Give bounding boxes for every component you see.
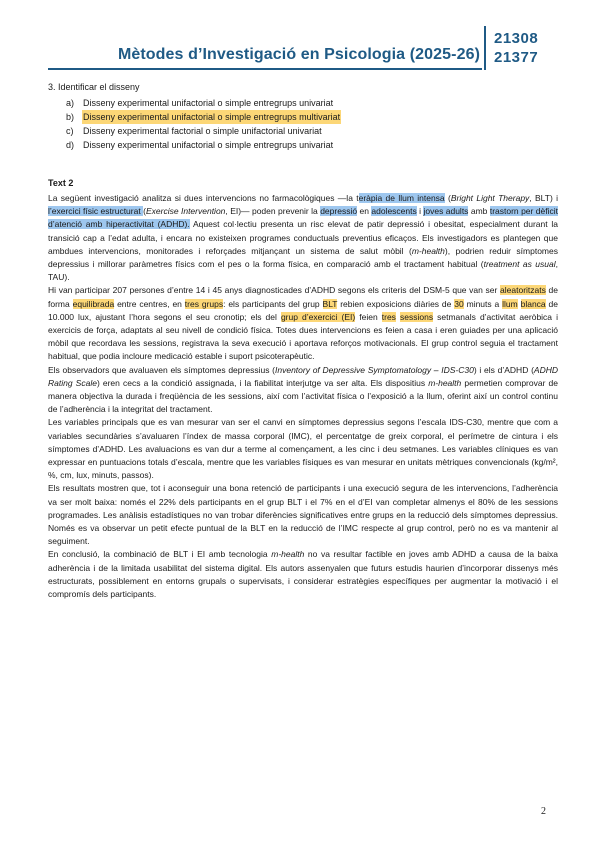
option-letter: a) (66, 98, 75, 108)
highlight: eràpia de llum intensa (358, 193, 445, 203)
paragraph-results: Els resultats mostren que, tot i aconseguir una bona retenció de participants i una execució segura de les intervencions, l’adherència va ser molt baixa: només el 22% dels participants en el grup BLT i el 7% en el d’EI van completar almenys el 80% de les sessions programades. Les anàlisis estadístiques no van trobar diferències significatives entre grups en la reducció dels símptomes depressius. Només es va observar un petit efecte puntual de la BLT en la reducció de l’IMC respecte al grup control, però no es va mantenir al seguiment. (48, 483, 558, 547)
text-heading: Text 2 (48, 178, 74, 188)
paragraph-variables: Les variables principals que es van mesurar van ser el canvi en símptomes depressius segons l’escala IDS-C30, mentre que com a variables secundàries s’avaluaren l’índex de massa corporal (IMC), el percentatge de greix corporal, el perímetre de cintura i els símptomes d’ADHD. Les avaluacions es van dur a terme al començament, a les cinc i deu setmanes. Les variables clíniques es van expressar en puntuacions totals d’escala, mentre que les variables físiques es van mesurar en unitats mètriques convencionals (kg/m², %, cm, lux, minuts, passos). (48, 417, 558, 481)
answer-options (66, 96, 341, 152)
header-divider (48, 68, 482, 70)
highlight: 30 (454, 298, 464, 309)
option-b (66, 110, 341, 124)
highlight: tres (381, 311, 396, 322)
page-number: 2 (541, 806, 546, 817)
highlight: trastorn per dèficit d’atenció amb hiperactivitat (ADHD). (48, 206, 558, 230)
highlight: depressió (320, 206, 358, 217)
course-title: Mètodes d’Investigació en Psicologia (2025-26) (117, 46, 480, 63)
highlight: adolescents (371, 206, 417, 217)
option-text: Disseny experimental unifactorial o simple entregrups univariat (83, 140, 334, 150)
option-text: Disseny experimental unifactorial o simple entregrups univariat (83, 98, 334, 108)
option-text-highlighted: Disseny experimental unifactorial o simple entregrups multivariat (83, 112, 341, 122)
header-vertical-divider (484, 26, 486, 70)
highlight: aleatoritzats (500, 285, 546, 296)
paragraph-conclusion: En conclusió, la combinació de BLT i EI amb tecnologia m-health no va resultar factible en joves amb ADHD a causa de la baixa adherència i de la limitada usabilitat del sistema digital. Els autors assenyalen que futurs estudis haurien d’incorporar dissenys més estructurats, possiblement en entorns grupals o supervisats, i considerar estratègies específiques per augmentar la motivació i el compromís dels participants. (48, 549, 559, 600)
option-letter: c) (66, 126, 74, 136)
option-c (66, 124, 341, 138)
highlight: BLT (322, 298, 338, 309)
option-d (66, 138, 341, 152)
highlight: joves adults (423, 206, 469, 217)
highlight: l’exercici físic estructurat (48, 206, 144, 217)
course-code-1: 21308 (494, 30, 539, 47)
option-letter: b) (66, 112, 75, 122)
highlight: grup d’exercici (EI) (280, 311, 356, 322)
highlight: sessions (400, 311, 434, 322)
highlight: tres grups (184, 298, 224, 309)
article-body (48, 192, 558, 601)
highlight: equilibrada (72, 298, 115, 309)
highlight: llum (502, 298, 518, 309)
course-code-2: 21377 (494, 49, 539, 66)
paragraph-participants: Hi van participar 207 persones d’entre 14 i 45 anys diagnosticades d’ADHD segons els criteris del DSM-5 que van ser aleatoritzats de forma equilibrada entre centres, en tres grups: els participants del grup BLT rebien exposicions diàries de 30 minuts a llum blanca de 10.000 lux, ajustant l’hora segons el seu cronotip; els del grup d’exercici (EI) feien tres sessions setmanals d’activitat aeròbica i exercicis de força, adaptats al seu nivell de condició física. Totes dues intervencions es feien a casa i eren guiades per una aplicació mòbil que recordava les sessions, registrava la seva execució i aportava reforços motivacionals. El grup control seguia el tractament habitual, que podia incloure medicació estable i suport psicoterapèutic. (48, 285, 559, 362)
option-text: Disseny experimental factorial o simple unifactorial univariat (83, 126, 322, 136)
option-a (66, 96, 341, 110)
paragraph-intro: La següent investigació analitza si dues intervencions no farmacològiques —la teràpia de llum intensa (Bright Light Therapy, BLT) i l’exercici físic estructurat (Exercise Intervention, EI)— poden prevenir la depressió en adolescents i joves adults amb trastorn per dèficit d’atenció amb hiperactivitat (ADHD). Aquest col·lectiu presenta un risc elevat de patir depressió i obesitat, especialment durant la transició cap a l’edat adulta, i encara no existeixen programes conductuals preventius eficaços. Els investigadors es plantegen que ambdues intervencions, monitorades i reforçades mitjançant un sistema de salut mòbil (m-health), podrien reduir símptomes depressius i millorar paràmetres físics com el pes o la forma física, en comparació amb el tractament habitual (treatment as usual, TAU). (48, 193, 558, 283)
paragraph-observers: Els observadors que avaluaven els símptomes depressius (Inventory of Depressive Symptomatology – IDS-C30) i els d’ADHD (ADHD Rating Scale) eren cecs a la condició assignada, i la fiabilitat interjutge va ser alta. Els dispositius m-health permetien comprovar de manera objectiva la durada i freqüència de les sessions, així com l’activitat física o l’exposició a la llum, oferint així un control continu de l’adherència i la integritat del tractament. (48, 364, 558, 415)
option-letter: d) (66, 140, 75, 150)
question-title: 3. Identificar el disseny (48, 82, 140, 92)
highlight: blanca (520, 298, 546, 309)
page-header (0, 20, 600, 72)
